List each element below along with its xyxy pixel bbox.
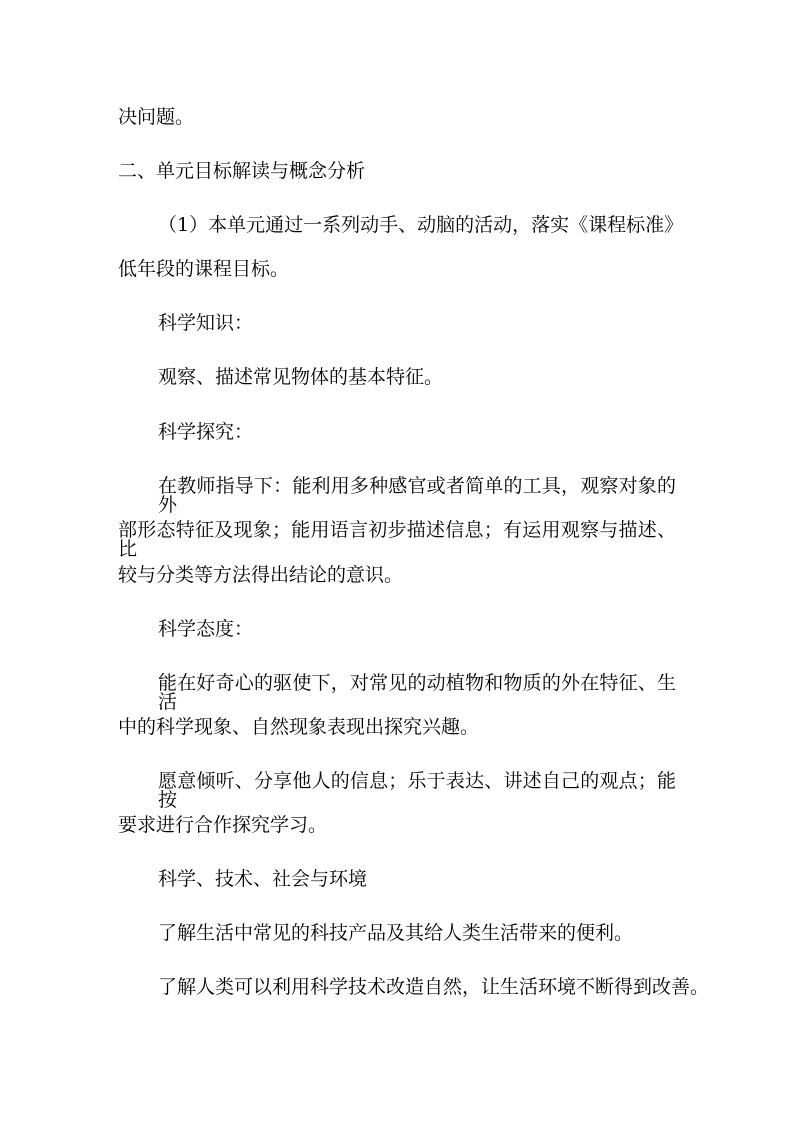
subheading-science-knowledge: 科学知识： [158, 312, 254, 334]
subheading-science-technology-society-environment: 科学、技术、社会与环境 [158, 868, 368, 890]
subheading-science-inquiry: 科学探究： [158, 421, 254, 443]
text-line-15: 要求进行合作探究学习。 [118, 814, 328, 836]
text-line-13: 中的科学现象、自然现象表现出探究兴趣。 [118, 716, 480, 738]
text-line-12: 能在好奇心的驱使下，对常见的动植物和物质的外在特征、生活 [158, 672, 676, 713]
text-line-1: 决问题。 [118, 106, 195, 128]
text-line-4: 低年段的课程目标。 [118, 258, 290, 280]
text-line-3: （1）本单元通过一系列动手、动脑的活动，落实《课程标准》 [158, 214, 684, 236]
text-line-14: 愿意倾听、分享他人的信息；乐于表达、讲述自己的观点；能按 [158, 770, 676, 811]
text-line-8: 在教师指导下：能利用多种感官或者简单的工具，观察对象的外 [158, 475, 676, 516]
text-line-17: 了解生活中常见的科技产品及其给人类生活带来的便利。 [158, 922, 634, 944]
text-line-6: 观察、描述常见物体的基本特征。 [158, 366, 444, 388]
text-line-18: 了解人类可以利用科学技术改造自然，让生活环境不断得到改善。 [158, 976, 710, 998]
section-heading: 二、单元目标解读与概念分析 [118, 160, 366, 182]
text-line-9: 部形态特征及现象；能用语言初步描述信息；有运用观察与描述、比 [118, 519, 676, 560]
subheading-science-attitude: 科学态度： [158, 618, 254, 640]
text-line-10: 较与分类等方法得出结论的意识。 [118, 564, 404, 586]
